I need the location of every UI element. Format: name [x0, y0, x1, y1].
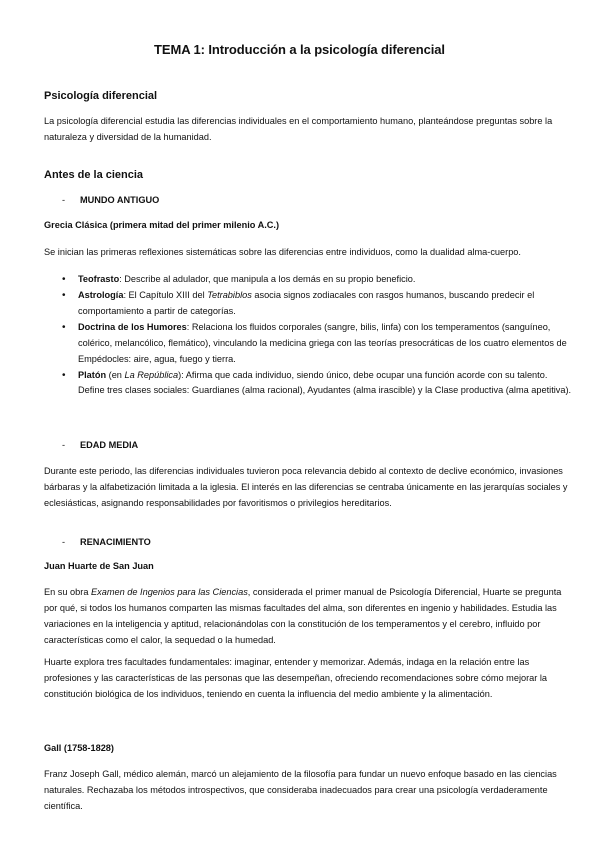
paragraph-definition: La psicología diferencial estudia las diferencias individuales en el comportamiento humano, planteándose preguntas sobre la naturaleza y diversidad de la humanidad. [44, 116, 553, 142]
list-item: • Astrología: El Capítulo XIII del Tetrabiblos asocia signos zodiacales con rasgos humanos, buscando predecir el comportamiento a partir de categorías. [62, 288, 574, 319]
renacimiento-label: RENACIMIENTO [80, 537, 151, 547]
paragraph-huarte-1: En su obra Examen de Ingenios para las Ciencias, considerada el primer manual de Psicología Diferencial, Huarte se pregunta por qué, si todos los humanos comparten las mismas facultades del alma, son diferentes en ingenio y habilidades. Estudia las variaciones en la inteligencia y aptitud, relacionándolas con la constitución de los temperamentos y el cerebro, influido por características como el calor, la sequedad o la humedad. [44, 587, 562, 645]
paragraph-huarte-2: Huarte explora tres facultades fundamentales: imaginar, entender y memorizar. Además, indaga en la relación entre las profesiones y las características de las personas que las desempeñan, ofreciendo recomendaciones sobre cómo mejorar la constitución biológica de los individuos, teniendo en cuenta la influencia del medio ambiente y la alimentación. [44, 657, 548, 699]
paragraph-edad-media: Durante este periodo, las diferencias individuales tuvieron poca relevancia debido al contexto de declive económico, invasiones bárbaras y la alfabetización limitada a la iglesia. El interés en las diferencias se centraba únicamente en las jerarquías sociales y eclesiásticas, asignando responsabilidades por favoritismos o privilegios hereditarios. [44, 466, 568, 508]
dash-marker: - [62, 195, 66, 205]
dash-marker: - [62, 440, 66, 450]
list-item: • Doctrina de los Humores: Relaciona los fluidos corporales (sangre, bilis, linfa) con los temperamentos (sanguíneo, colérico, melancólico, flemático), vinculando la medicina griega con las teorías presocráticas de los cuatro elementos de Empédocles: aire, agua, fuego y tierra. [62, 320, 574, 367]
page-title: TEMA 1: Introducción a la psicología diferencial [154, 42, 445, 57]
list-heading-renacimiento [62, 537, 151, 547]
edad-media-label: EDAD MEDIA [80, 440, 139, 450]
mundo-antiguo-label: MUNDO ANTIGUO [80, 195, 160, 205]
dash-marker: - [62, 537, 66, 547]
subheading-gall: Gall (1758-1828) [44, 743, 114, 753]
paragraph-grecia-intro: Se inician las primeras reflexiones sistemáticas sobre las diferencias entre individuos, como la dualidad alma-cuerpo. [44, 247, 521, 257]
subheading-huarte: Juan Huarte de San Juan [44, 561, 154, 571]
list-item: • Teofrasto: Describe al adulador, que manipula a los demás en su propio beneficio. [62, 272, 574, 288]
heading-psicologia-diferencial: Psicología diferencial [44, 90, 158, 102]
paragraph-gall: Franz Joseph Gall, médico alemán, marcó un alejamiento de la filosofía para fundar un nuevo enfoque basado en las ciencias naturales. Rechazaba los métodos introspectivos, que consideraba inadecuados para crear una psicología verdaderamente científica. [44, 769, 557, 811]
subheading-grecia-clasica: Grecia Clásica (primera mitad del primer milenio A.C.) [44, 220, 280, 230]
list-heading-edad-media [62, 440, 138, 450]
list-item: • Platón (en La República): Afirma que cada individuo, siendo único, debe ocupar una función acorde con su talento. Define tres clases sociales: Guardianes (alma racional), Ayudantes (alma irascible) y la Clase productiva (alma apetitiva). [62, 368, 574, 399]
list-heading-mundo-antiguo [62, 195, 159, 205]
heading-antes-de-la-ciencia: Antes de la ciencia [44, 169, 144, 181]
bullet-list-antiguo [62, 272, 574, 400]
